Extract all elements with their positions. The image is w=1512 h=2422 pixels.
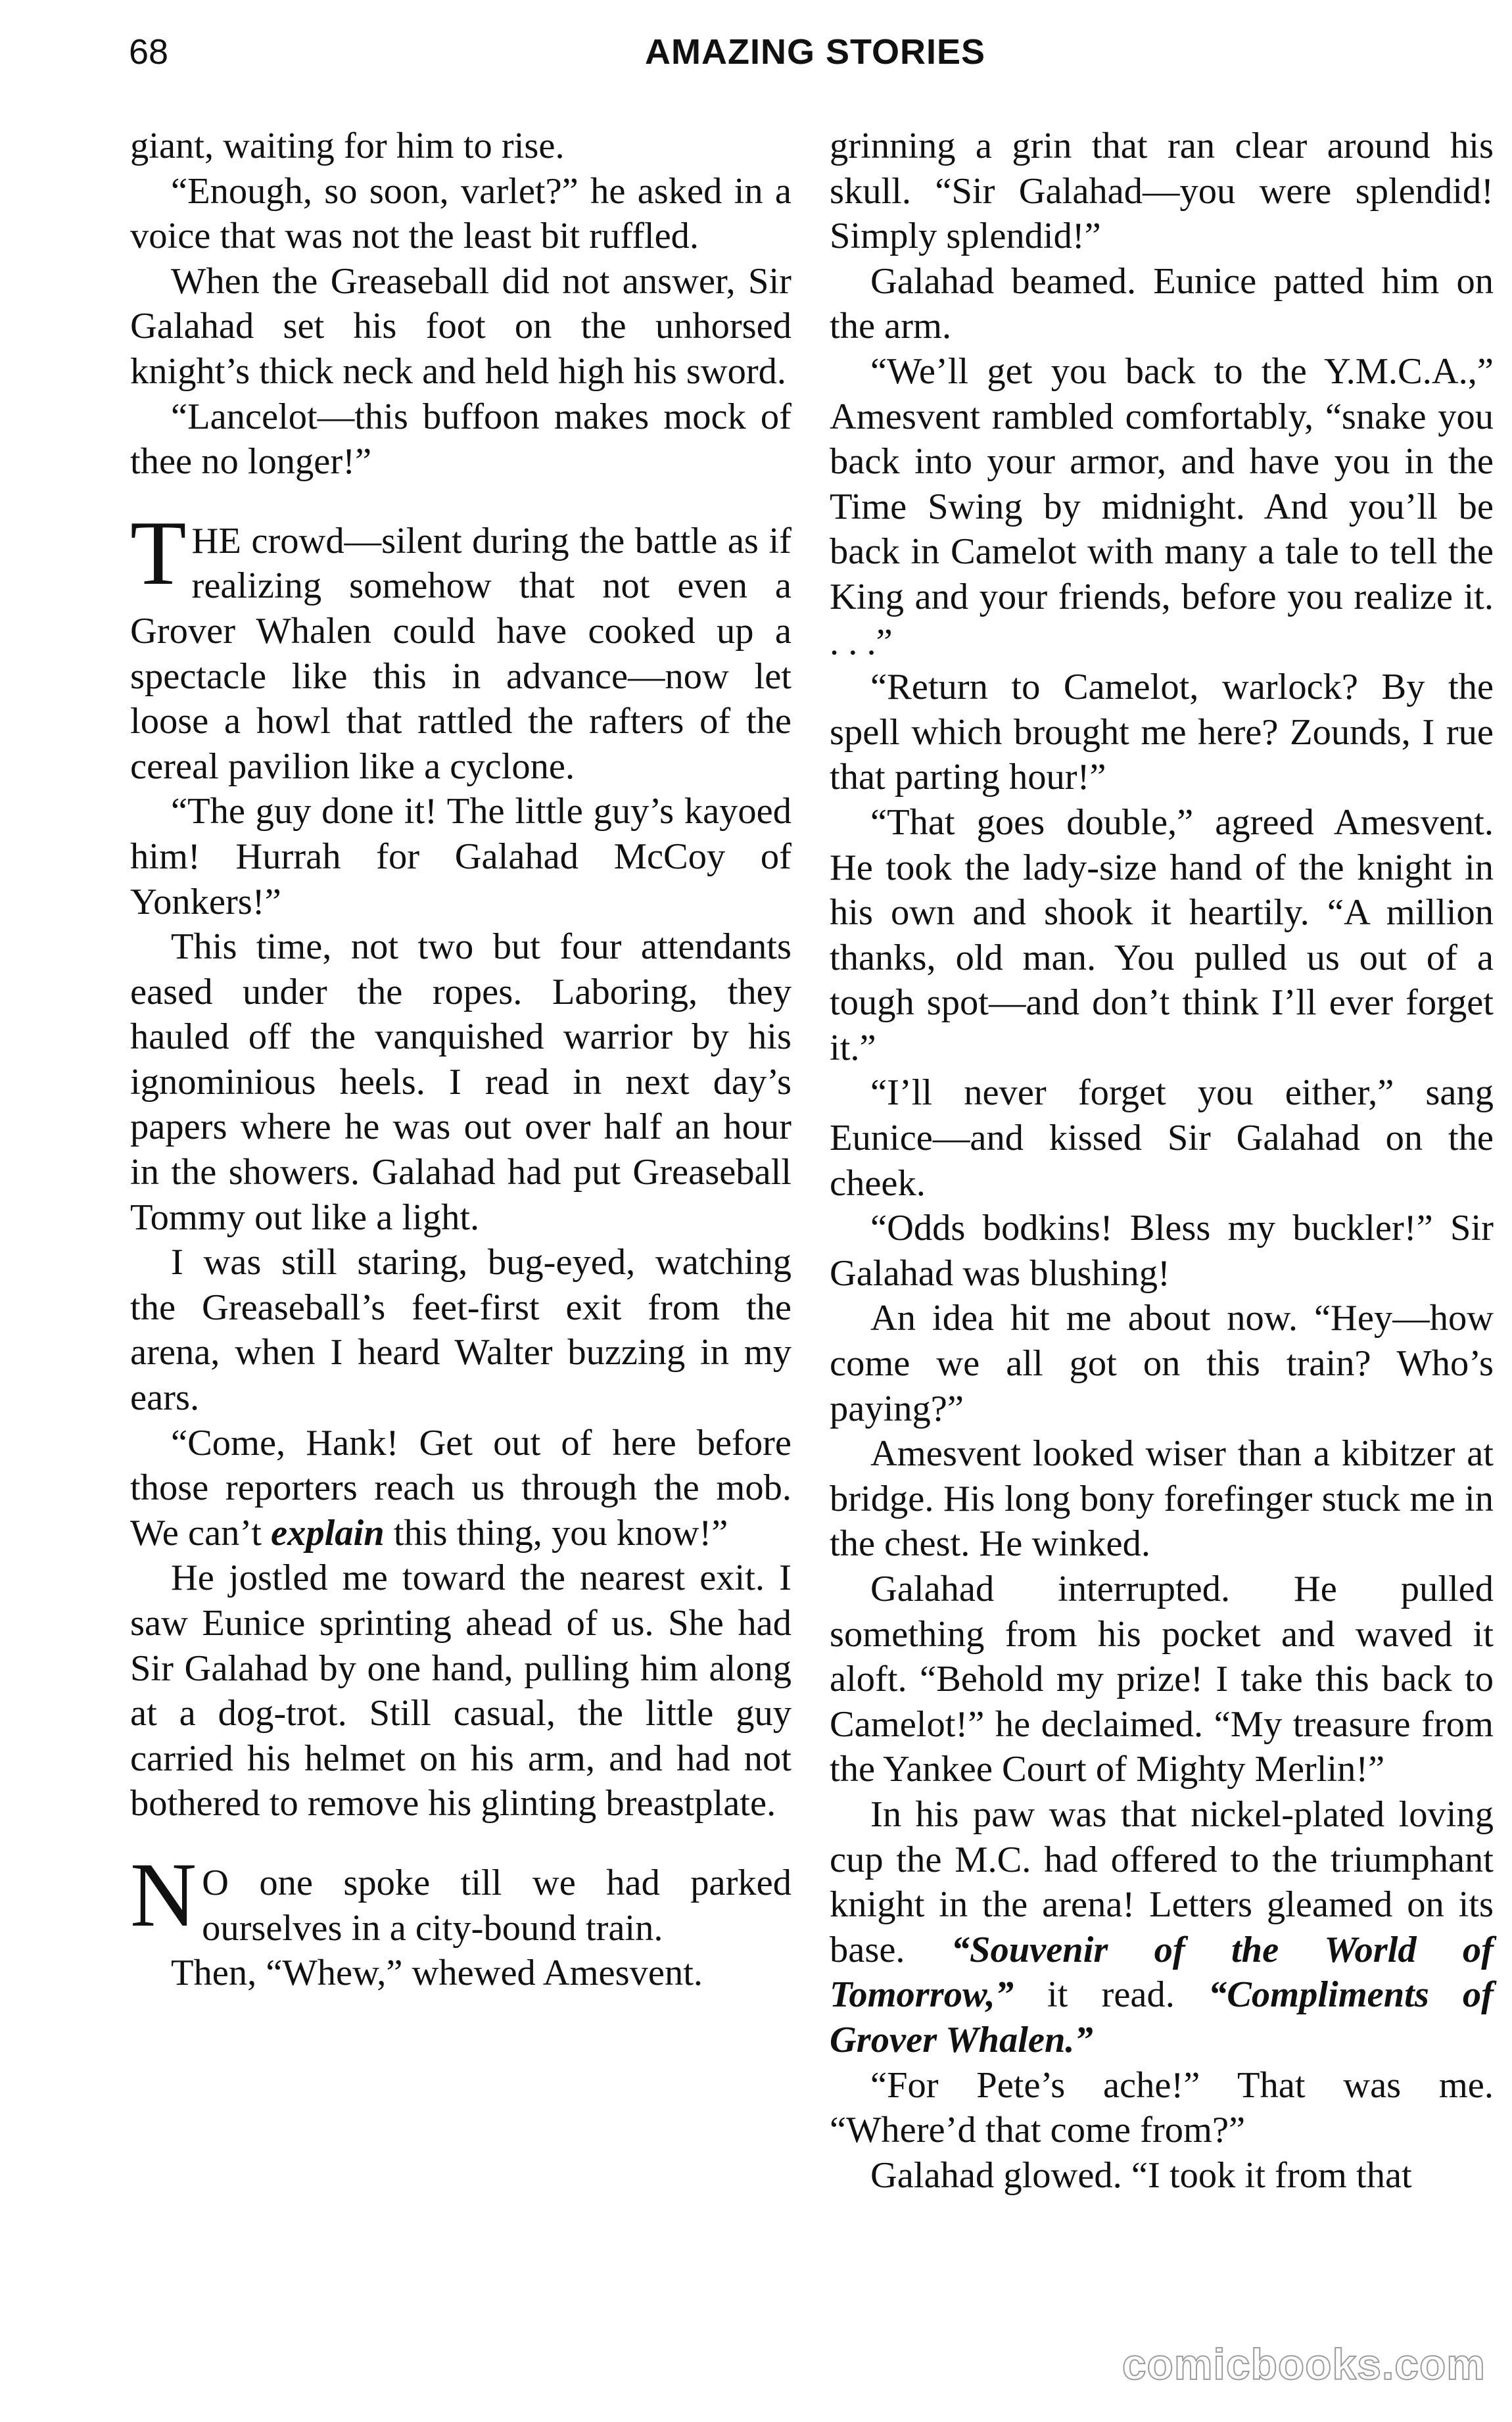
paragraph: Galahad beamed. Eunice patted him on the arm. <box>830 260 1494 347</box>
paragraph: “Odds bodkins! Bless my buckler!” Sir Galahad was blushing! <box>830 1208 1494 1294</box>
paragraph-text: this thing, you know!” <box>384 1512 728 1554</box>
right-column <box>830 124 1494 2198</box>
paragraph: He jostled me toward the nearest exit. I saw Eunice sprinting ahead of us. She had Sir Galahad by one hand, pulling him along at a dog-trot. Still casual, the little guy carried his helmet on his arm, and had not bothered to remove his glinting breastplate. <box>130 1557 791 1824</box>
paragraph <box>130 1421 791 1556</box>
paragraph-text: In his paw was that nickel-plated loving cup the M.C. had offered to the triumphant knight in the arena! Letters gleamed on its base. <box>830 1793 1494 1970</box>
running-head <box>129 32 1512 91</box>
paragraph: grinning a grin that ran clear around his skull. “Sir Galahad—you were splendid! Simply splendid!” <box>830 126 1494 257</box>
drop-cap: T <box>130 502 187 604</box>
section-start-paragraph <box>130 502 791 790</box>
paragraph <box>830 1792 1494 2063</box>
paragraph-text: it read. <box>1013 1974 1208 2016</box>
drop-cap: N <box>130 1843 197 1946</box>
watermark: comicbooks.com <box>1122 2340 1486 2388</box>
paragraph: I was still staring, bug-eyed, watching the Greaseball’s feet-first exit from the arena, when I heard Walter buzzing in my ears. <box>130 1242 791 1419</box>
paragraph-text: HE crowd—silent during the battle as if realizing somehow that not even a Grover Whalen could have cooked up a spectacle like this in advance—now let loose a howl that rattled the rafters of the cereal pavilion like a cyclone. <box>130 520 791 787</box>
paragraph: “For Pete’s ache!” That was me. “Where’d that come from?” <box>830 2064 1494 2151</box>
paragraph-text: “Come, Hank! Get out of here before those reporters reach us through the mob. We can’t <box>130 1422 791 1554</box>
paragraph-text: O one spoke till we had parked ourselves in a city-bound train. <box>202 1862 791 1949</box>
paragraph: Then, “Whew,” whewed Amesvent. <box>171 1953 703 1994</box>
paragraph: “Return to Camelot, warlock? By the spell which brought me here? Zounds, I rue that parting hour!” <box>830 667 1494 798</box>
paragraph: “I’ll never forget you either,” sang Eunice—and kissed Sir Galahad on the cheek. <box>830 1072 1494 1204</box>
paragraph: “That goes double,” agreed Amesvent. He took the lady-size hand of the knight in his own and shook it heartily. “A million thanks, old man. You pulled us out of a tough spot—and don’t think I’ll ever forget it.” <box>830 801 1494 1068</box>
page-number: 68 <box>129 32 169 72</box>
section-start-paragraph <box>130 1843 791 1951</box>
paragraph: “Lancelot—this buffoon makes mock of thee no longer!” <box>130 396 791 483</box>
magazine-title: AMAZING STORIES <box>645 32 986 72</box>
paragraph: This time, not two but four attendants eased under the ropes. Laboring, they hauled off the vanquished warrior by his ignominious heels. I read in next day’s papers where he was out over half an hour in the showers. Galahad had put Greaseball Tommy out like a light. <box>130 926 791 1238</box>
paragraph: Galahad interrupted. He pulled something from his pocket and waved it aloft. “Behold my prize! I take this back to Camelot!” he declaimed. “My treasure from the Yankee Court of Mighty Merlin!” <box>830 1569 1494 1790</box>
paragraph: When the Greaseball did not answer, Sir Galahad set his foot on the unhorsed knight’s thick neck and held high his sword. <box>130 260 791 392</box>
paragraph: “We’ll get you back to the Y.M.C.A.,” Amesvent rambled comfortably, “snake you back into your armor, and have you in the Time Swing by midnight. And you’ll be back in Camelot with many a tale to tell the King and your friends, before you realize it. . . .” <box>830 350 1494 663</box>
emphasis: “Souvenir of the World of Tomorrow,” <box>830 1929 1494 2016</box>
emphasis: “Compliments of Grover Whalen.” <box>830 1974 1494 2060</box>
paragraph: Galahad glowed. “I took it from that <box>870 2154 1412 2196</box>
paragraph: Amesvent looked wiser than a kibitzer at bridge. His long bony forefinger stuck me in the chest. He winked. <box>830 1433 1494 1565</box>
paragraph: “The guy done it! The little guy’s kayoed him! Hurrah for Galahad McCoy of Yonkers!” <box>130 791 791 922</box>
emphasis: explain <box>271 1512 385 1554</box>
paragraph: giant, waiting for him to rise. <box>130 126 565 166</box>
left-column <box>130 124 791 1996</box>
paragraph: An idea hit me about now. “Hey—how come we all got on this train? Who’s paying?” <box>830 1298 1494 1429</box>
paragraph: “Enough, so soon, varlet?” he asked in a voice that was not the least bit ruffled. <box>130 170 791 257</box>
